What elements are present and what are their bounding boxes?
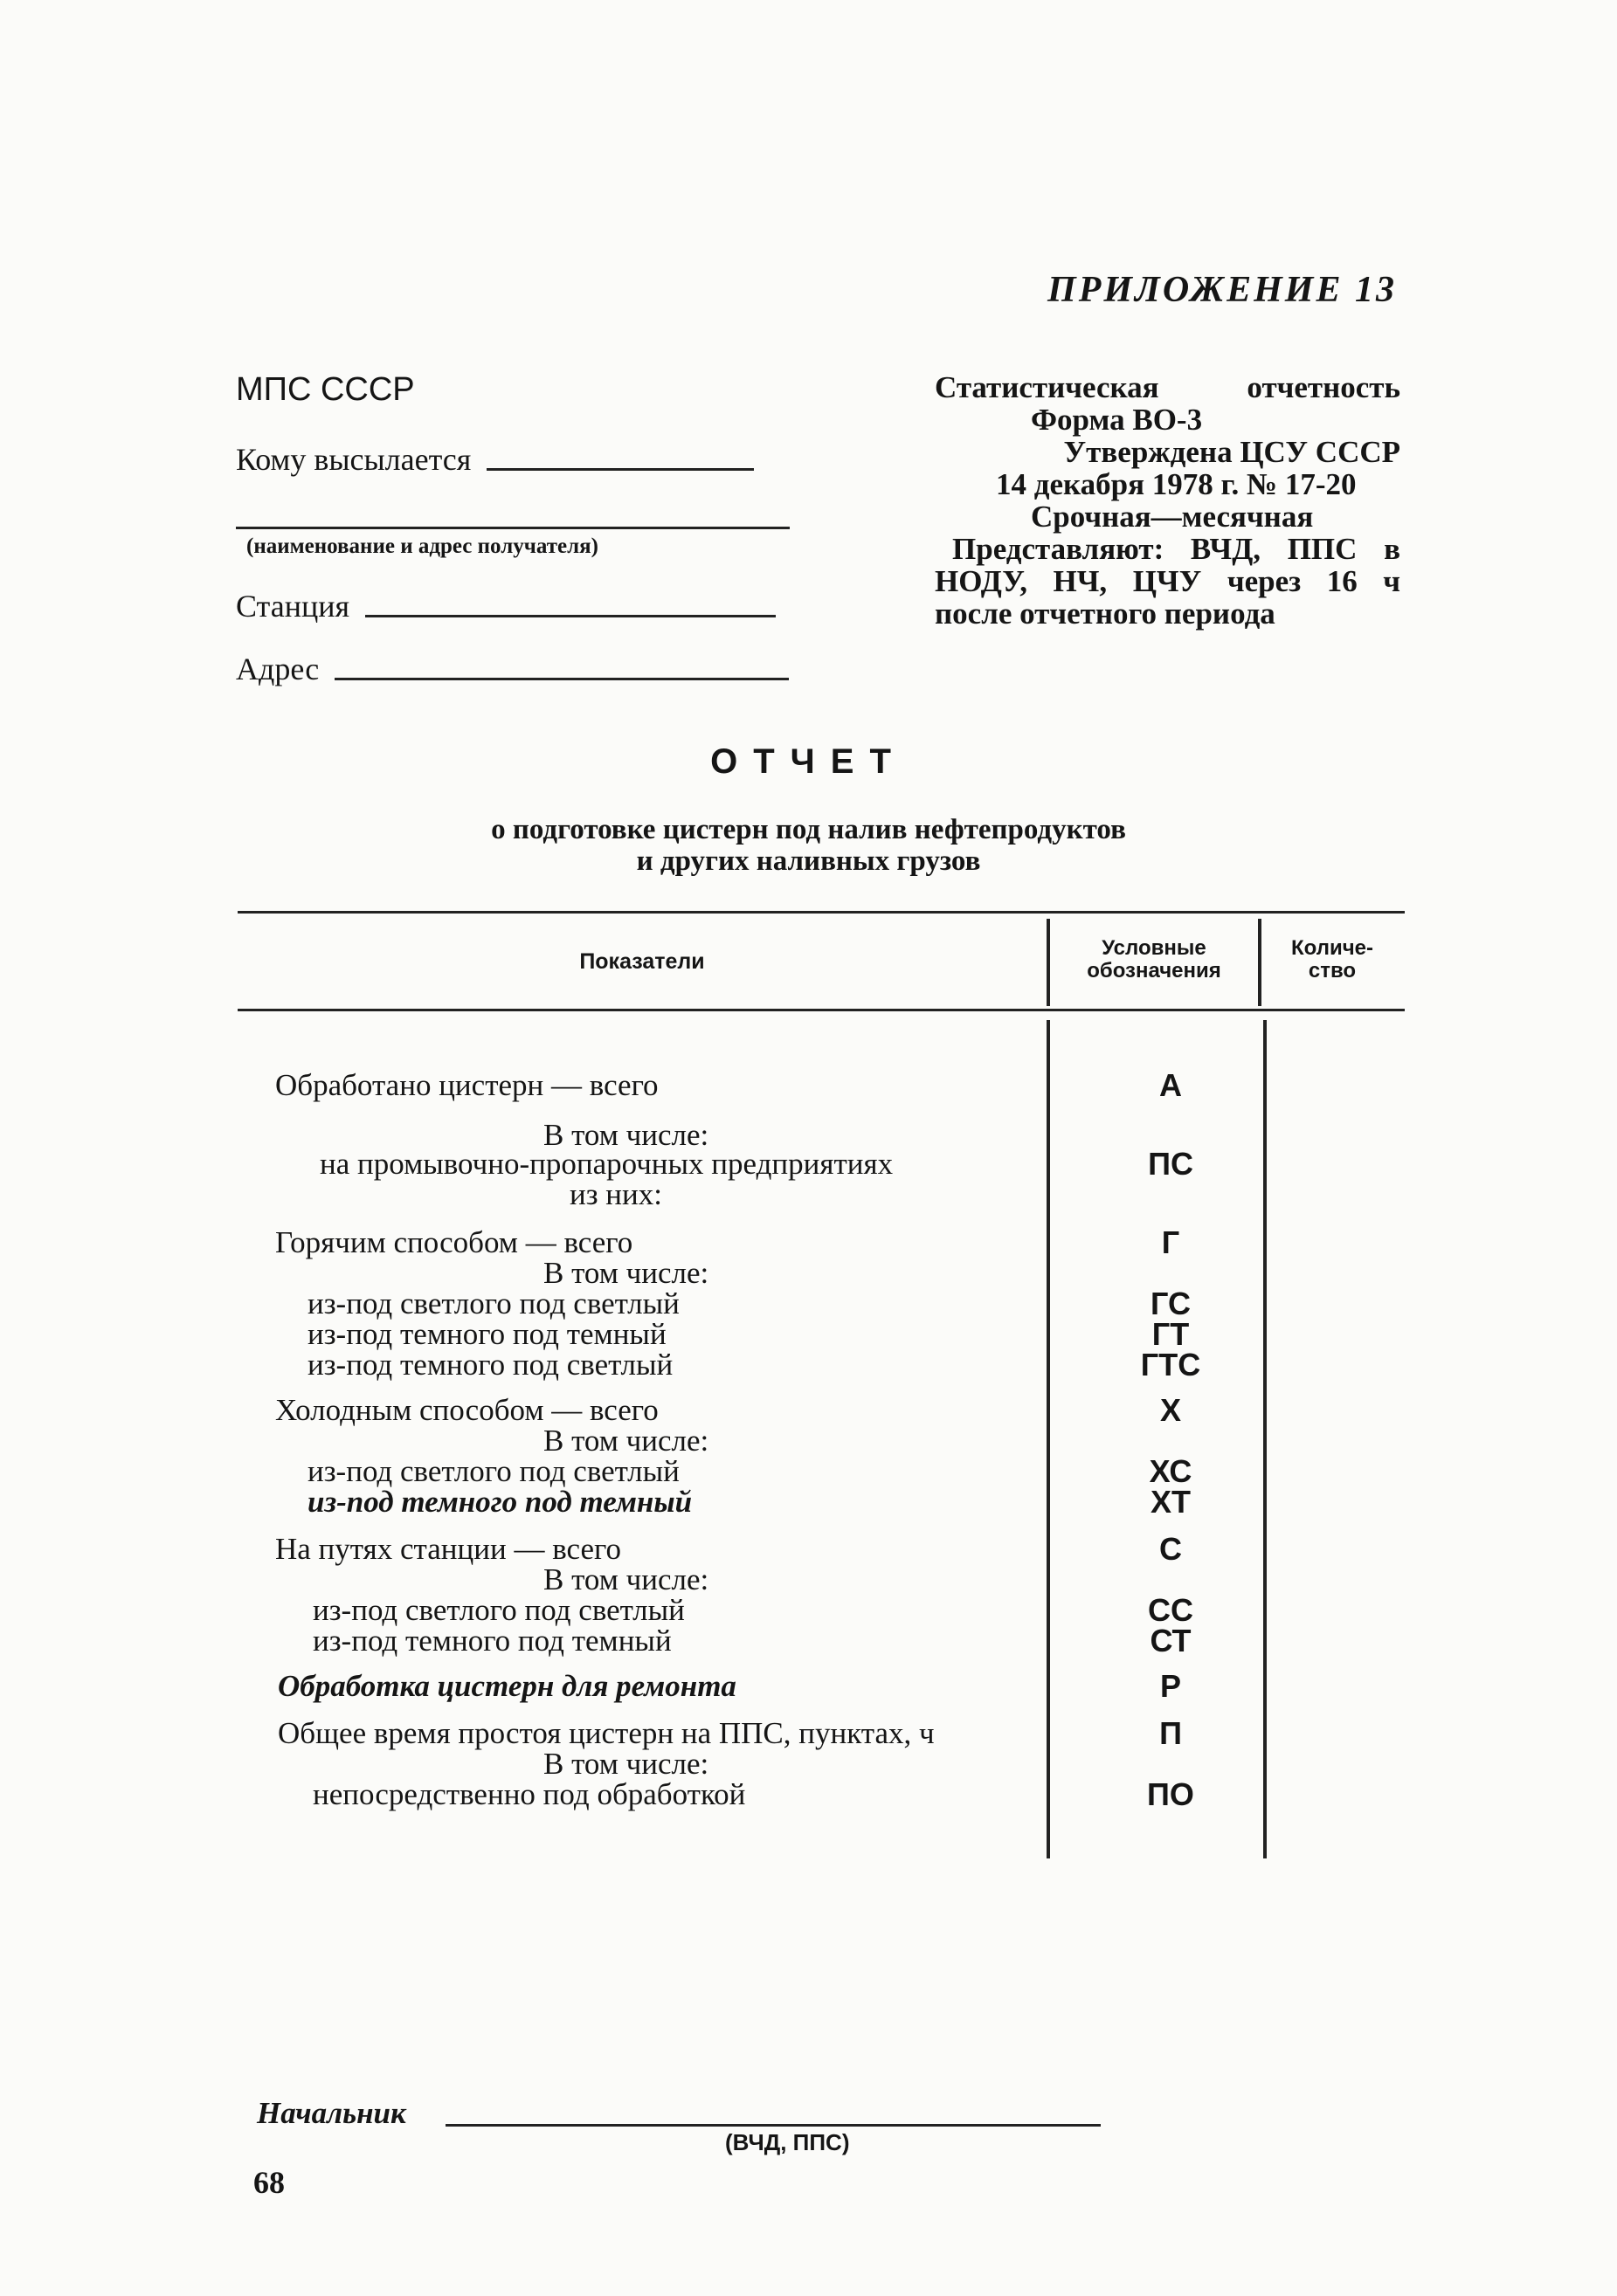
row-code: Г bbox=[1161, 1224, 1180, 1260]
report-subtitle bbox=[0, 814, 1617, 877]
table-row: из-под светлого под светлый bbox=[308, 1454, 680, 1488]
ministry-name: МПС СССР bbox=[236, 371, 415, 408]
row-code: Р bbox=[1159, 1668, 1181, 1704]
address-field bbox=[236, 651, 789, 687]
form-line: Представляют: ВЧД, ППС в bbox=[952, 532, 1400, 566]
col-header-line: ство bbox=[1308, 959, 1357, 983]
row-code: СС bbox=[1148, 1592, 1193, 1628]
page-number: 68 bbox=[253, 2165, 285, 2200]
table-row: Обработка цистерн для ремонта bbox=[278, 1669, 736, 1703]
col-header-indicators: Показатели bbox=[579, 949, 705, 974]
station-line bbox=[365, 614, 776, 617]
table-row: В том числе: bbox=[543, 1747, 709, 1781]
row-code: ГТ bbox=[1151, 1316, 1190, 1352]
send-to-label: Кому высылается bbox=[236, 442, 472, 477]
recipient-caption: (наименование и адрес получателя) bbox=[246, 534, 598, 558]
col-header-line: обозначения bbox=[1087, 959, 1221, 983]
row-code: ГТС bbox=[1140, 1347, 1201, 1382]
table-row: из-под темного под темный bbox=[308, 1317, 667, 1351]
station-field bbox=[236, 588, 776, 624]
row-code: П bbox=[1159, 1715, 1182, 1751]
table-row: Горячим способом — всего bbox=[275, 1225, 633, 1259]
form-line: 14 декабря 1978 г. № 17-20 bbox=[996, 467, 1357, 501]
table-row: Обработано цистерн — всего bbox=[275, 1068, 659, 1102]
form-line: после отчетного периода bbox=[935, 596, 1275, 631]
address-line bbox=[335, 677, 789, 680]
row-code: ХС bbox=[1149, 1453, 1192, 1489]
send-to-line bbox=[487, 467, 754, 471]
form-line: Утверждена ЦСУ СССР bbox=[1063, 435, 1400, 469]
address-label: Адрес bbox=[236, 652, 320, 686]
chief-label: Начальник bbox=[257, 2096, 406, 2130]
col-header-quantity bbox=[1267, 937, 1398, 983]
table-header-rule bbox=[238, 1009, 1405, 1011]
col-header-line: Условные bbox=[1102, 936, 1206, 960]
row-code: А bbox=[1159, 1067, 1182, 1103]
table-row: В том числе: bbox=[543, 1118, 709, 1152]
station-label: Станция bbox=[236, 589, 350, 624]
form-line: НОДУ, НЧ, ЦЧУ через 16 ч bbox=[935, 564, 1400, 598]
table-row: На путях станции — всего bbox=[275, 1532, 621, 1566]
recipient-line bbox=[236, 527, 790, 529]
signature-caption: (ВЧД, ППС) bbox=[725, 2129, 850, 2155]
subtitle-line: о подготовке цистерн под налив нефтепродуктов bbox=[491, 814, 1126, 845]
form-info-block bbox=[935, 371, 1400, 630]
col-divider bbox=[1258, 919, 1261, 1006]
col-header-line: Количе- bbox=[1291, 936, 1373, 960]
appendix-label: ПРИЛОЖЕНИЕ 13 bbox=[1047, 270, 1397, 310]
table-row: из-под светлого под светлый bbox=[313, 1593, 685, 1627]
table-row: непосредственно под обработкой bbox=[313, 1777, 746, 1811]
row-code: ХТ bbox=[1150, 1484, 1191, 1520]
row-code: ПО bbox=[1147, 1776, 1194, 1812]
table-row: на промывочно-пропарочных предприятиях bbox=[320, 1147, 894, 1181]
form-line: Срочная—месячная bbox=[1031, 500, 1314, 534]
send-to-field bbox=[236, 441, 754, 478]
subtitle-line: и других наливных грузов bbox=[636, 845, 981, 877]
row-code: С bbox=[1159, 1531, 1182, 1567]
table-row: из-под светлого под светлый bbox=[308, 1286, 680, 1320]
table-row: В том числе: bbox=[543, 1424, 709, 1458]
table-row: из них: bbox=[570, 1177, 662, 1211]
table-row: Холодным способом — всего bbox=[275, 1393, 659, 1427]
row-code: СТ bbox=[1150, 1623, 1192, 1658]
table-row: из-под темного под темный bbox=[313, 1624, 672, 1658]
form-line: Статистическая отчетность bbox=[935, 370, 1400, 404]
table-row: из-под темного под светлый bbox=[308, 1348, 674, 1382]
row-code: ПС bbox=[1148, 1146, 1193, 1182]
col-header-codes bbox=[1050, 937, 1258, 983]
report-title: ОТЧЕТ bbox=[710, 742, 907, 781]
row-code: ГС bbox=[1151, 1286, 1191, 1321]
table-row: из-под темного под темный bbox=[308, 1485, 693, 1519]
table-top-rule bbox=[238, 911, 1405, 914]
row-code: Х bbox=[1159, 1392, 1181, 1428]
form-line: Форма ВО-3 bbox=[1031, 403, 1203, 437]
table-row: Общее время простоя цистерн на ППС, пунктах, ч bbox=[278, 1716, 935, 1750]
table-row: В том числе: bbox=[543, 1562, 709, 1596]
table-row: В том числе: bbox=[543, 1256, 709, 1290]
signature-line bbox=[446, 2124, 1101, 2127]
